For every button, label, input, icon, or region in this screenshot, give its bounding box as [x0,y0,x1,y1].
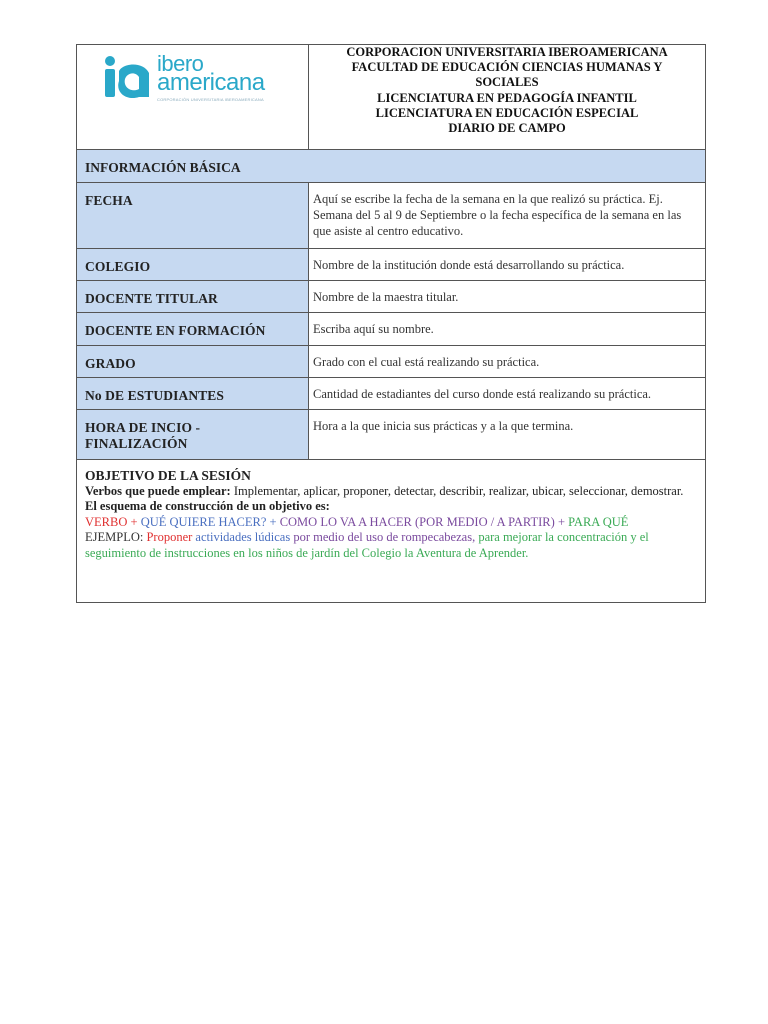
example-what: actividades lúdicas [192,530,294,544]
header-line-6: DIARIO DE CAMPO [448,121,566,136]
scheme-como: COMO LO VA A HACER (POR MEDIO / A PARTIR) [279,514,555,529]
scheme-que: QUÉ QUIERE HACER? [140,514,267,529]
row-fecha [77,183,706,249]
value-hora: Hora a la que inicia sus prácticas y a la que termina. [309,410,706,460]
scheme-plus-3: + [554,514,569,529]
header-row [77,45,706,150]
example-how: por medio del uso de rompecabezas, [293,530,476,544]
objective-title: OBJETIVO DE LA SESIÓN [85,468,251,483]
label-grado: GRADO [77,346,309,378]
label-colegio: COLEGIO [77,249,309,281]
logo-mark-icon [101,47,157,107]
scheme-para: PARA QUÉ [568,514,629,529]
label-estudiantes: No DE ESTUDIANTES [77,378,309,410]
scheme-label: El esquema de construcción de un objetivo es: [85,499,330,513]
label-docente-formacion: DOCENTE EN FORMACIÓN [77,313,309,346]
value-colegio: Nombre de la institución donde está desarrollando su práctica. [309,249,706,281]
scheme-plus-2: + [266,514,280,529]
row-hora [77,410,706,460]
row-docente-titular [77,281,706,313]
scheme-plus-1: + [127,514,141,529]
iberoamericana-logo [101,47,291,107]
example-line [85,530,697,561]
form-table [76,44,706,603]
header-line-2: FACULTAD DE EDUCACIÓN CIENCIAS HUMANAS Y [351,60,663,75]
example-label: EJEMPLO: [85,530,147,544]
header-line-4: LICENCIATURA EN PEDAGOGÍA INFANTIL [377,90,637,105]
row-docente-formacion [77,313,706,346]
verbs-text: Implementar, aplicar, proponer, detectar, describir, realizar, ubicar, seleccionar, demostrar. [230,483,684,498]
section-row [77,150,706,183]
objective-cell [77,460,706,603]
logo-cell [77,45,309,150]
verbs-label: Verbos que puede emplear: [85,483,231,498]
objective-row [77,460,706,603]
value-docente-formacion: Escriba aquí su nombre. [309,313,706,346]
header-title-cell [309,45,706,150]
objective-verbs [85,484,697,500]
logo-word-ibero: ibero [157,51,204,76]
label-hora: HORA DE INCIO - FINALIZACIÓN [77,410,309,460]
header-line-3: SOCIALES [475,75,539,90]
field-diary-form [76,44,705,603]
scheme-verbo: VERBO [85,514,128,529]
row-estudiantes [77,378,706,410]
label-fecha: FECHA [77,183,309,249]
header-line-5: LICENCIATURA EN EDUCACIÓN ESPECIAL [375,105,639,120]
logo-word-americana: americana [157,69,265,96]
value-docente-titular: Nombre de la maestra titular. [309,281,706,313]
scheme-line [85,515,697,531]
header-line-1: CORPORACION UNIVERSITARIA IBEROAMERICANA [346,45,668,59]
row-grado [77,346,706,378]
section-title: INFORMACIÓN BÁSICA [77,150,706,183]
logo-tagline: CORPORACIÓN UNIVERSITARIA IBEROAMERICANA [157,97,264,102]
value-grado: Grado con el cual está realizando su práctica. [309,346,706,378]
row-colegio [77,249,706,281]
example-verb: Proponer [146,530,193,544]
label-docente-titular: DOCENTE TITULAR [77,281,309,313]
example-why: para mejorar la concentración y el seguimiento de instrucciones en los niños de jardín del Colegio la Aventura de Aprender. [85,530,649,560]
value-fecha: Aquí se escribe la fecha de la semana en la que realizó su práctica. Ej. Semana del 5 al 9 de Septiembre o la fecha específica de la semana en las que asiste al centro educativo. [309,183,706,249]
value-estudiantes: Cantidad de estadiantes del curso donde está realizando su práctica. [309,378,706,410]
